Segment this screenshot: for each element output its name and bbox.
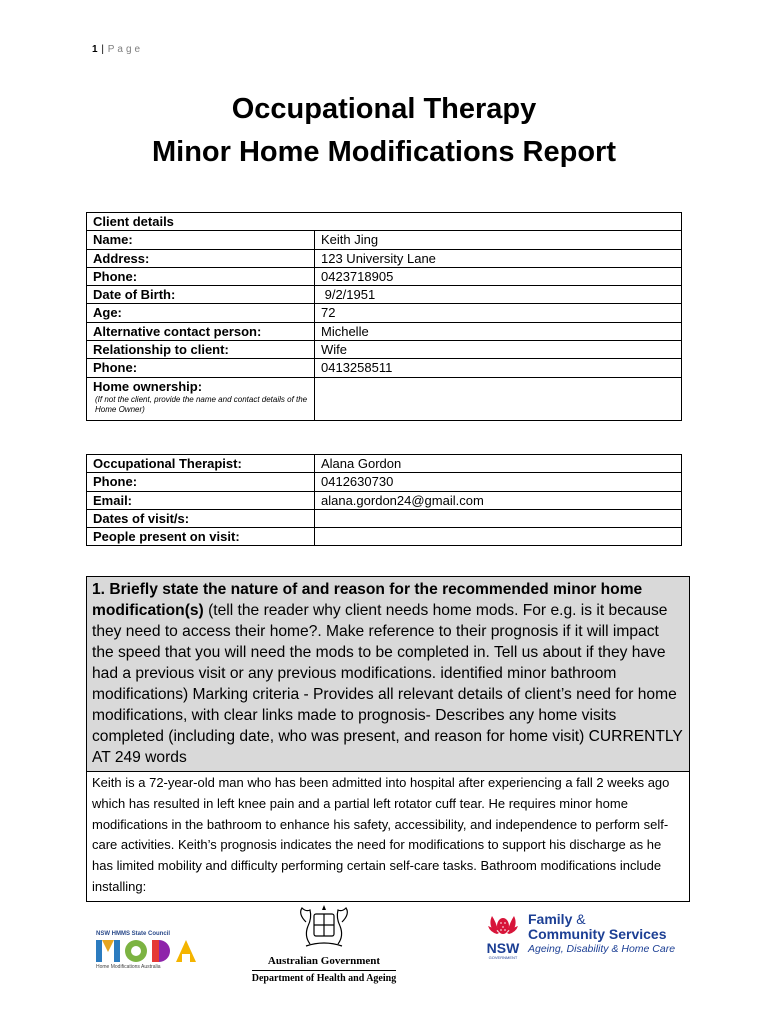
- report-title-line1: Occupational Therapy: [231, 93, 537, 125]
- field-value: 0412630730: [315, 473, 682, 491]
- nsw-logo-row: [484, 912, 684, 960]
- field-label: Alternative contact person:: [87, 322, 315, 340]
- field-value: [315, 509, 682, 527]
- fcs-line2: Community Services: [528, 926, 667, 942]
- table-row: [87, 491, 682, 509]
- fcs-text-block: [528, 912, 675, 956]
- table-row: [87, 528, 682, 546]
- table-row: [87, 473, 682, 491]
- page-separator: |: [101, 44, 105, 55]
- question-1-answer: Keith is a 72-year-old man who has been admitted into hospital after experiencing a fall 2 weeks ago which has resulted in left knee pain and a partial left rotator cuff tear. He requires minor home modifications in the bathroom to enhance his safety, accessibility, and independence to perform self-care activities. Keith’s prognosis indicates the need for modifications to support his discharge as he has limited mobility and difficulty performing certain self-care tasks. Bathroom modifications include installing:: [92, 775, 670, 894]
- table-row: [87, 377, 682, 420]
- field-label: Email:: [87, 491, 315, 509]
- moda-top-text: NSW HMMS State Council: [96, 931, 171, 937]
- field-value: Michelle: [315, 322, 682, 340]
- table-row: [87, 304, 682, 322]
- fcs-family: Family: [528, 911, 573, 927]
- field-label: Age:: [87, 304, 315, 322]
- report-title-line2: Minor Home Modifications Report: [152, 136, 616, 168]
- field-value: 123 University Lane: [315, 249, 682, 267]
- field-label: Name:: [87, 231, 315, 249]
- therapist-details-table: [86, 454, 682, 546]
- home-ownership-note: (If not the client, provide the name and contact details of the Home Owner): [95, 394, 308, 414]
- page-number: [92, 44, 143, 55]
- waratah-icon: [484, 912, 522, 936]
- field-label: Phone:: [87, 473, 315, 491]
- home-ownership-label-text: Home ownership:: [93, 378, 203, 394]
- field-label: Occupational Therapist:: [87, 455, 315, 473]
- client-details-heading: Client details: [87, 213, 682, 231]
- home-ownership-value: [315, 377, 682, 420]
- field-label: Date of Birth:: [87, 286, 315, 304]
- client-details-table: [86, 212, 682, 421]
- fcs-line1: [528, 912, 675, 927]
- australian-government-logo: [244, 904, 404, 984]
- fcs-ampersand: &: [576, 911, 586, 927]
- table-row: [87, 359, 682, 377]
- table-row: [87, 249, 682, 267]
- nsw-fcs-logo: [484, 912, 684, 962]
- table-row: [87, 286, 682, 304]
- field-label: Phone:: [87, 359, 315, 377]
- table-row: [87, 455, 682, 473]
- field-value: Keith Jing: [315, 231, 682, 249]
- field-value: Alana Gordon: [315, 455, 682, 473]
- table-row: [87, 509, 682, 527]
- home-ownership-label: [87, 377, 315, 420]
- field-value: Wife: [315, 341, 682, 359]
- field-label: Relationship to client:: [87, 341, 315, 359]
- aus-gov-divider: [252, 970, 396, 971]
- fcs-line3: Ageing, Disability & Home Care: [528, 943, 676, 955]
- field-value: 72: [315, 304, 682, 322]
- field-label: People present on visit:: [87, 528, 315, 546]
- aus-gov-department: Department of Health and Ageing: [251, 973, 397, 984]
- field-value: alana.gordon24@gmail.com: [315, 491, 682, 509]
- table-row: [87, 341, 682, 359]
- question-1-box: [86, 576, 690, 902]
- field-value: 0423718905: [315, 267, 682, 285]
- nsw-government-text: GOVERNMENT: [488, 955, 518, 960]
- page-number-value: 1: [92, 44, 99, 55]
- moda-wordmark: [96, 940, 206, 962]
- field-label: Phone:: [87, 267, 315, 285]
- table-row: [87, 231, 682, 249]
- nsw-wordmark: NSW: [486, 940, 520, 956]
- page-word: Page: [107, 44, 144, 55]
- table-row: [87, 267, 682, 285]
- question-1-heading: [87, 577, 689, 772]
- field-label: Dates of visit/s:: [87, 509, 315, 527]
- question-1-heading-rest: (tell the reader why client needs home mods. For e.g. is it because they need to access their home?. Make reference to their prognosis if it will impact the speed that you will need the mods to be completed in. Tell us about if they have had a previous visit or any previous modifications. identified minor bathroom modifications) Marking criteria - Provides all relevant details of client’s need for home modifications, with clear links made to prognosis- Describes any home visits completed (including date, who was present, and reason for home visit) CURRENTLY AT 249 words: [92, 602, 683, 766]
- question-1-heading-bold: 1. Briefly state the nature of and reason for the recommended minor home modification(s): [92, 581, 643, 619]
- nsw-waratah-logo: [484, 912, 522, 960]
- field-value: [315, 528, 682, 546]
- moda-logo: [96, 930, 206, 982]
- field-value: 0413258511: [315, 359, 682, 377]
- coat-of-arms-icon: [244, 904, 404, 950]
- field-value: 9/2/1951: [315, 286, 682, 304]
- moda-wordmark-graphic: [96, 938, 200, 962]
- table-row: [87, 322, 682, 340]
- table-row: [87, 213, 682, 231]
- moda-bottom-text: Home Modifications Australia: [96, 964, 161, 970]
- aus-gov-title: Australian Government: [267, 955, 381, 967]
- field-label: Address:: [87, 249, 315, 267]
